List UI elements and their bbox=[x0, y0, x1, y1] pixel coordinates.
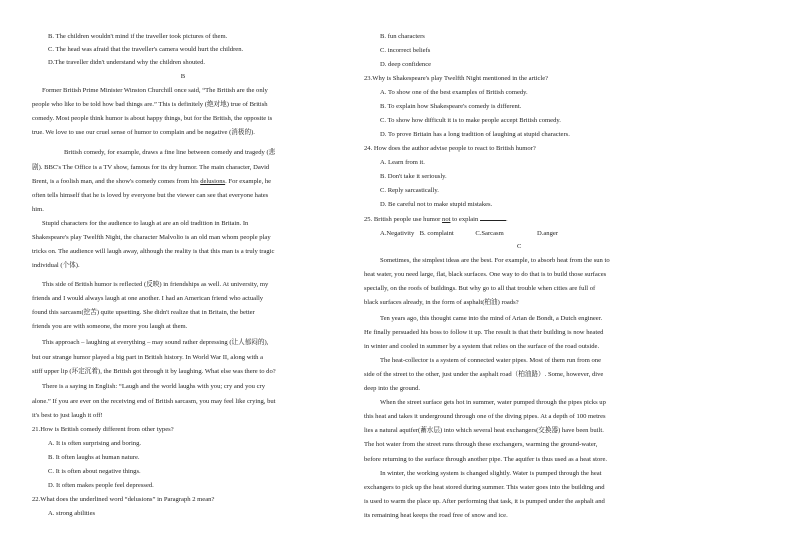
passage-c-line: lies a natural aquifer(蓄水层) into which several heat exchangers(交换器) have been built. bbox=[364, 427, 604, 434]
passage-c-line: Sometimes, the simplest ideas are the best. For example, to absorb heat from the sun to bbox=[380, 257, 610, 264]
prev-option-d: D.The traveller didn't understand why the children shouted. bbox=[48, 59, 206, 66]
q21-option-a: A. It is often surprising and boring. bbox=[48, 440, 142, 447]
question-21: 21.How is British comedy different from other types? bbox=[32, 426, 174, 433]
q25-option-a: A.Negativity bbox=[380, 230, 415, 237]
section-b-label: B bbox=[180, 73, 186, 80]
q24-option-a: A. Learn from it. bbox=[380, 159, 425, 166]
passage-c-line: In winter, the working system is changed slightly. Water is pumped through the heat bbox=[380, 470, 602, 477]
passage-b-line: tricks on. The audience will laugh away, although the reality is that this man is a truly tragic bbox=[32, 248, 275, 255]
q25-option-b: B. complaint bbox=[419, 230, 454, 237]
passage-b-line: alone.” If you are ever on the receiving end of British sarcasm, you may feel like crying, but bbox=[32, 398, 276, 405]
passage-c-line: its remaining heat keeps the road free of snow and ice. bbox=[364, 512, 508, 519]
passage-c-line: is used to warm the place up. After performing that task, it is pumped under the asphalt and bbox=[364, 498, 605, 505]
passage-b-line: stiff upper lip (坏定沉着), the British got through it by laughing. What else was there to do? bbox=[32, 368, 276, 375]
q21-option-b: B. It often laughs at human nature. bbox=[48, 454, 140, 461]
q22-option-b: B. fun characters bbox=[380, 33, 425, 40]
passage-b-line: friends and I would always laugh at one another. I had an American friend who actually bbox=[32, 295, 264, 302]
passage-b-line: him. bbox=[32, 206, 44, 213]
passage-b-line: British comedy, for example, draws a fine line between comedy and tragedy (悲 bbox=[64, 149, 276, 156]
passage-b-line: it's best to just laugh it off! bbox=[32, 412, 103, 419]
q25-option-c: C.Sarcasm bbox=[475, 230, 504, 237]
q24-option-c: C. Reply sarcastically. bbox=[380, 187, 439, 194]
underlined-word-delusions: delusions bbox=[200, 178, 226, 185]
passage-b-line: found this sarcasm(挖苦) quite upsetting. She didn't realize that in Britain, the better bbox=[32, 309, 255, 316]
passage-c-line: When the street surface gets hot in summer, water pumped through the pipes picks up bbox=[380, 399, 606, 406]
passage-c-line: deep into the ground. bbox=[364, 385, 421, 392]
passage-b-line: but our strange humor played a big part in British history. In World War II, along with a bbox=[32, 354, 264, 361]
question-23: 23.Why is Shakespeare's play Twelfth Night mentioned in the article? bbox=[364, 75, 549, 82]
q21-option-c: C. It is often about negative things. bbox=[48, 468, 141, 475]
passage-c-line: Ten years ago, this thought came into the mind of Arian de Bondt, a Dutch engineer. bbox=[380, 315, 603, 322]
prev-option-c: C. The head was afraid that the traveller's camera would hurt the children. bbox=[48, 46, 244, 53]
passage-c-line: heat water, you need large, flat, black surfaces. One way to do that is to build those surfaces bbox=[364, 271, 607, 278]
passage-b-line: individual (个体). bbox=[32, 262, 80, 269]
passage-b-line: friends you are with someone, the more you laugh at them. bbox=[32, 323, 188, 330]
q25-option-d: D.anger bbox=[536, 230, 559, 237]
passage-b-line: This approach – laughing at everything – may sound rather depressing (让人郁闷的), bbox=[42, 339, 269, 346]
passage-c-line: this heat and takes it underground through one of the diving pipes. At a depth of 100 metres bbox=[364, 413, 606, 420]
q21-option-d: D. It often makes people feel depressed. bbox=[48, 482, 154, 489]
q24-option-d: D. Be careful not to make stupid mistakes. bbox=[380, 201, 493, 208]
passage-b-line: There is a saying in English: “Laugh and the world laughs with you; cry and you cry bbox=[42, 383, 266, 390]
passage-c-line: side of the street to the other, just under the asphalt road（柏油路）. Some, however, dive bbox=[364, 371, 604, 378]
passage-b-line: people who like to be told how bad things are.” This is definitely (绝对地) true of British bbox=[32, 101, 268, 108]
q24-option-b: B. Don't take it seriously. bbox=[380, 173, 447, 180]
q23-option-d: D. To prove Britain has a long tradition of laughing at stupid characters. bbox=[380, 131, 570, 138]
passage-b-line: often tells himself that he is loved by everyone but the viewer can see that everyone hates bbox=[32, 192, 269, 199]
passage-b-line: Former British Prime Minister Winston Churchill once said, “The British are the only bbox=[42, 87, 268, 94]
passage-c-line: black surfaces already, in the form of asphalt(柏油) roads? bbox=[364, 299, 519, 306]
q22-option-c: C. incorrect beliefs bbox=[380, 47, 431, 54]
passage-b-line: This side of British humor is reflected (反映) in friendships as well. At university, my bbox=[42, 281, 269, 288]
passage-b-line-delusions: Brent, is a foolish man, and the show's comedy comes from his delusions. For example, he bbox=[32, 178, 272, 185]
q23-option-a: A. To show one of the best examples of British comedy. bbox=[380, 89, 528, 96]
q25-options bbox=[364, 229, 558, 238]
passage-b-line: true. We love to use our cruel sense of humor to complain and be negative (消极的). bbox=[32, 129, 255, 136]
passage-b-line: comedy. Most people think humor is about happy things, but for the British, the opposite is bbox=[32, 115, 273, 122]
passage-c-line: He finally persuaded his boss to follow it up. The result is that their building is now heated bbox=[364, 329, 604, 336]
passage-c-line: The heat-collector is a system of connected water pipes. Most of them run from one bbox=[380, 357, 602, 364]
q23-option-c: C. To show how difficult it is to make people accept British comedy. bbox=[380, 117, 561, 124]
passage-c-line: in winter and cooled in summer by a system that relies on the surface of the road outside. bbox=[364, 343, 600, 350]
section-c-label: C bbox=[517, 243, 522, 250]
passage-c-line: before returning to the surface through another pipe. The aquifer is thus used as a heat store. bbox=[364, 456, 608, 463]
prev-option-b: B. The children wouldn't mind if the traveller took pictures of them. bbox=[48, 33, 228, 40]
passage-c-line: exchangers to pick up the heat stored during summer. This water goes into the building and bbox=[364, 484, 605, 491]
question-24: 24. How does the author advise people to react to British humor? bbox=[364, 145, 536, 152]
question-25: 25. British people use humor not to explain . bbox=[364, 216, 508, 223]
passage-c-line: The hot water from the street runs through these exchangers, warming the ground-water, bbox=[364, 441, 598, 448]
question-22: 22.What does the underlined word “delusions” in Paragraph 2 mean? bbox=[32, 496, 215, 503]
passage-b-line: 剧). BBC's The Office is a TV show, famous for its dry humor. The main character, David bbox=[32, 164, 270, 171]
passage-c-line: specially, on the roofs of buildings. But why go to all that trouble when cities are full of bbox=[364, 285, 596, 292]
q22-option-d: D. deep confidence bbox=[380, 61, 432, 68]
passage-b-line: Shakespeare's play Twelfth Night, the character Malvolio is an old man whom people play bbox=[32, 234, 271, 241]
answer-blank bbox=[480, 214, 506, 221]
q22-option-a: A. strong abilities bbox=[48, 510, 96, 517]
q23-option-b: B. To explain how Shakespeare's comedy is different. bbox=[380, 103, 522, 110]
passage-b-line: Stupid characters for the audience to laugh at are an old tradition in Britain. In bbox=[42, 220, 249, 227]
underlined-word-not: not bbox=[442, 216, 451, 223]
